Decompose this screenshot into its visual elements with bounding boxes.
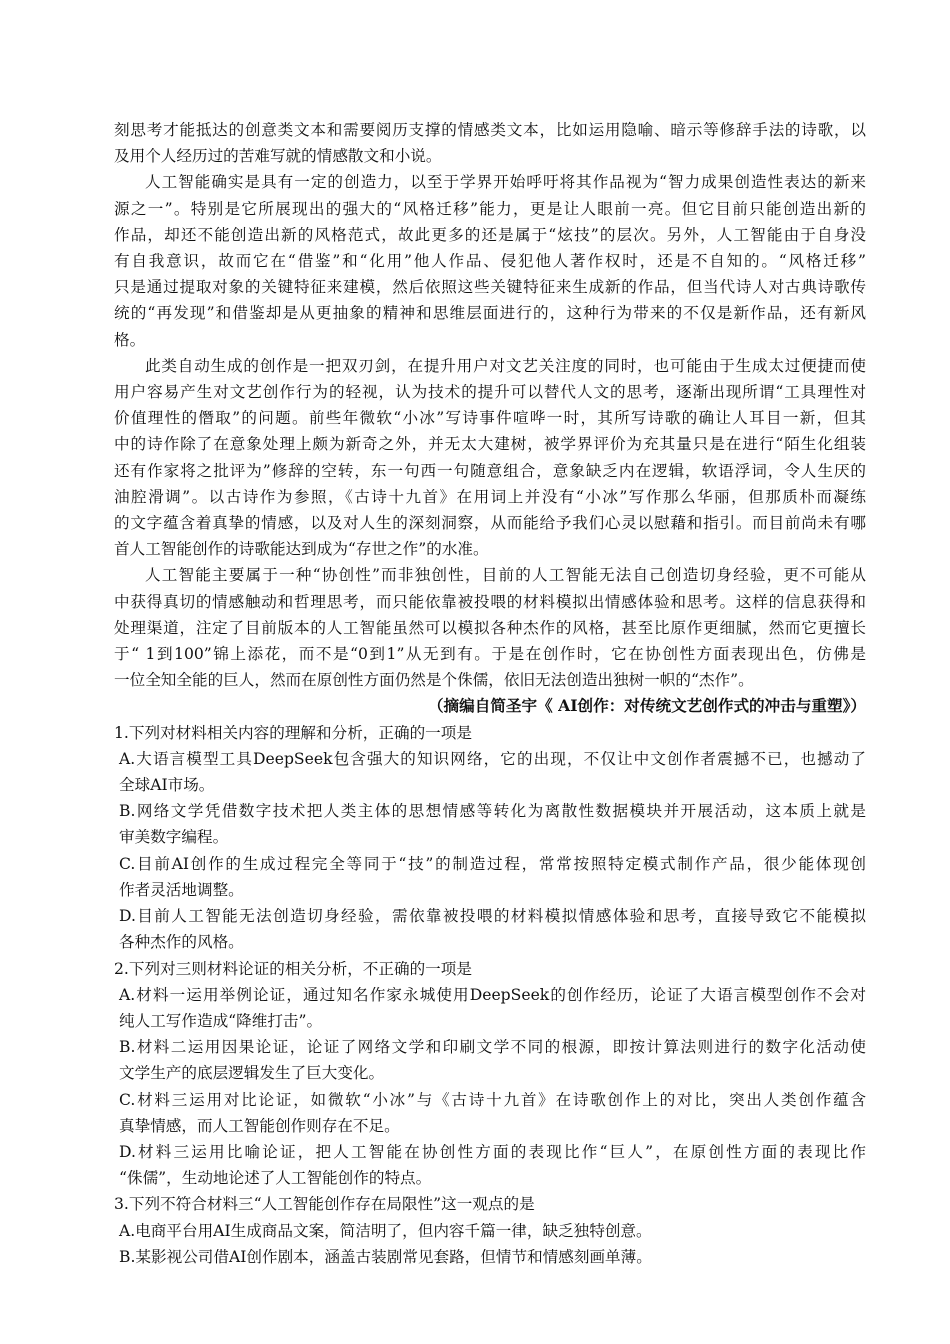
text-line: 首人工智能创作的诗歌能达到成为“存世之作”的水准。: [114, 540, 489, 559]
text-line: 格。: [114, 330, 146, 349]
option-line: A.大语言模型工具DeepSeek包含强大的知识网络，它的出现，不仅让中文创作者震撼不已，也撼动了: [119, 749, 866, 768]
text-line: 中的诗作除了在意象处理上颇为新奇之外，并无太大建树，被学界评价为充其量只是在进行“陌生化组装: [114, 435, 866, 454]
question-stem: 1.下列对材料相关内容的理解和分析，正确的一项是: [114, 723, 472, 742]
text-line: 处理渠道，注定了目前版本的人工智能虽然可以模拟各种杰作的风格，甚至比原作更细腻，然而它更擅长: [114, 618, 866, 637]
text-line: 的文字蕴含着真挚的情感，以及对人生的深刻洞察，从而能给予我们心灵以慰藉和指引。而目前尚未有哪: [114, 514, 866, 533]
text-line: 价值理性的僭取”的问题。前些年微软“小冰”写诗事件喧哗一时，其所写诗歌的确让人耳目一新，但其: [114, 409, 866, 428]
option-line: D.目前人工智能无法创造切身经验，需依靠被投喂的材料模拟情感体验和思考，直接导致它不能模拟: [119, 907, 866, 926]
question-stem: 2.下列对三则材料论证的相关分析，不正确的一项是: [114, 959, 472, 978]
option-line: B.某影视公司借AI创作剧本，涵盖古装剧常见套路，但情节和情感刻画单薄。: [119, 1247, 652, 1266]
option-line: A.材料一运用举例论证，通过知名作家永城使用DeepSeek的创作经历，论证了大语言模型创作不会对: [119, 985, 866, 1004]
question-stem: 3.下列不符合材料三“人工智能创作存在局限性”这一观点的是: [114, 1195, 535, 1214]
option-line: B.材料二运用因果论证，论证了网络文学和印刷文学不同的根源，即按计算法则进行的数字化活动使: [119, 1038, 866, 1057]
option-line: B.网络文学凭借数字技术把人类主体的思想情感等转化为离散性数据模块并开展活动，这本质上就是: [119, 802, 866, 821]
text-line: 人工智能主要属于一种“协创性”而非独创性，目前的人工智能无法自己创造切身经验，更不可能从: [145, 566, 866, 585]
option-line: 纯人工写作造成“降维打击”。: [119, 1011, 323, 1030]
text-line: 只是通过提取对象的关键特征来建模，然后依照这些关键特征来生成新的作品，但当代诗人对古典诗歌传: [114, 278, 866, 297]
document-page: [114, 117, 866, 1270]
text-line: 统的“再发现”和借鉴却是从更抽象的精神和思维层面进行的，这种行为带来的不仅是新作品，还有新风: [114, 304, 866, 323]
text-line: 于“ 1到100”锦上添花，而不是“0到1”从无到有。于是在创作时，它在协创性方面表现出色，仿佛是: [114, 645, 866, 664]
text-line: 作品，却还不能创造出新的风格范式，故此更多的还是属于“炫技”的层次。另外，人工智能由于自身没: [114, 225, 866, 244]
text-line: 一位全知全能的巨人，然而在原创性方面仍然是个侏儒，依旧无法创造出独树一帜的“杰作”。: [114, 671, 754, 690]
option-line: A.电商平台用AI生成商品文案，简洁明了，但内容千篇一律，缺乏独特创意。: [119, 1221, 652, 1240]
text-line: 及用个人经历过的苦难写就的情感散文和小说。: [114, 147, 442, 166]
option-line: 审美数字编程。: [119, 828, 229, 847]
text-line: 油腔滑调”。以古诗作为参照，《古诗十九首》在用词上并没有“小冰”写作那么华丽，但那质朴而凝练: [114, 487, 866, 506]
text-line: 中获得真切的情感触动和哲理思考，而只能依靠被投喂的材料模拟出情感体验和思考。这样的信息获得和: [114, 592, 866, 611]
text-line: 用户容易产生对文艺创作行为的轻视，认为技术的提升可以替代人文的思考，逐渐出现所谓“工具理性对: [114, 383, 866, 402]
text-line: 源之一”。特别是它所展现出的强大的“风格迁移”能力，更是让人眼前一亮。但它目前只能创造出新的: [114, 199, 866, 218]
text-line: 刻思考才能抵达的创意类文本和需要阅历支撑的情感类文本，比如运用隐喻、暗示等修辞手法的诗歌，以: [114, 121, 866, 139]
option-line: D.材料三运用比喻论证，把人工智能在协创性方面的表现比作“巨人”，在原创性方面的表现比作: [119, 1142, 866, 1161]
text-line: 有自我意识，故而它在“借鉴”和“化用”他人作品、侵犯他人著作权时，还是不自知的。“风格迁移”: [114, 252, 866, 271]
option-line: “侏儒”，生动地论述了人工智能创作的特点。: [119, 1169, 432, 1188]
option-line: 全球AI市场。: [119, 776, 215, 795]
text-line: 还有作家将之批评为”修辞的空转，东一句西一句随意组合，意象缺乏内在逻辑，软语浮词，令人生厌的: [114, 461, 866, 480]
text-line: 此类自动生成的创作是一把双刃剑，在提升用户对文艺关注度的同时，也可能由于生成太过便捷而使: [145, 356, 866, 375]
option-line: 各种杰作的风格。: [119, 933, 244, 952]
text-line: 人工智能确实是具有一定的创造力，以至于学界开始呼吁将其作品视为“智力成果创造性表达的新来: [145, 173, 866, 192]
source-citation: （摘编自简圣宇《 AI创作：对传统文艺创作式的冲击与重塑》）: [427, 696, 866, 716]
option-line: 真挚情感，而人工智能创作则存在不足。: [119, 1116, 400, 1135]
option-line: C.目前AI创作的生成过程完全等同于“技”的制造过程，常常按照特定模式制作产品，很少能体现创: [119, 854, 866, 873]
option-line: C.材料三运用对比论证，如微软“小冰”与《古诗十九首》在诗歌创作上的对比，突出人类创作蕴含: [119, 1090, 866, 1109]
option-line: 作者灵活地调整。: [119, 880, 244, 899]
option-line: 文学生产的底层逻辑发生了巨大变化。: [119, 1064, 385, 1083]
